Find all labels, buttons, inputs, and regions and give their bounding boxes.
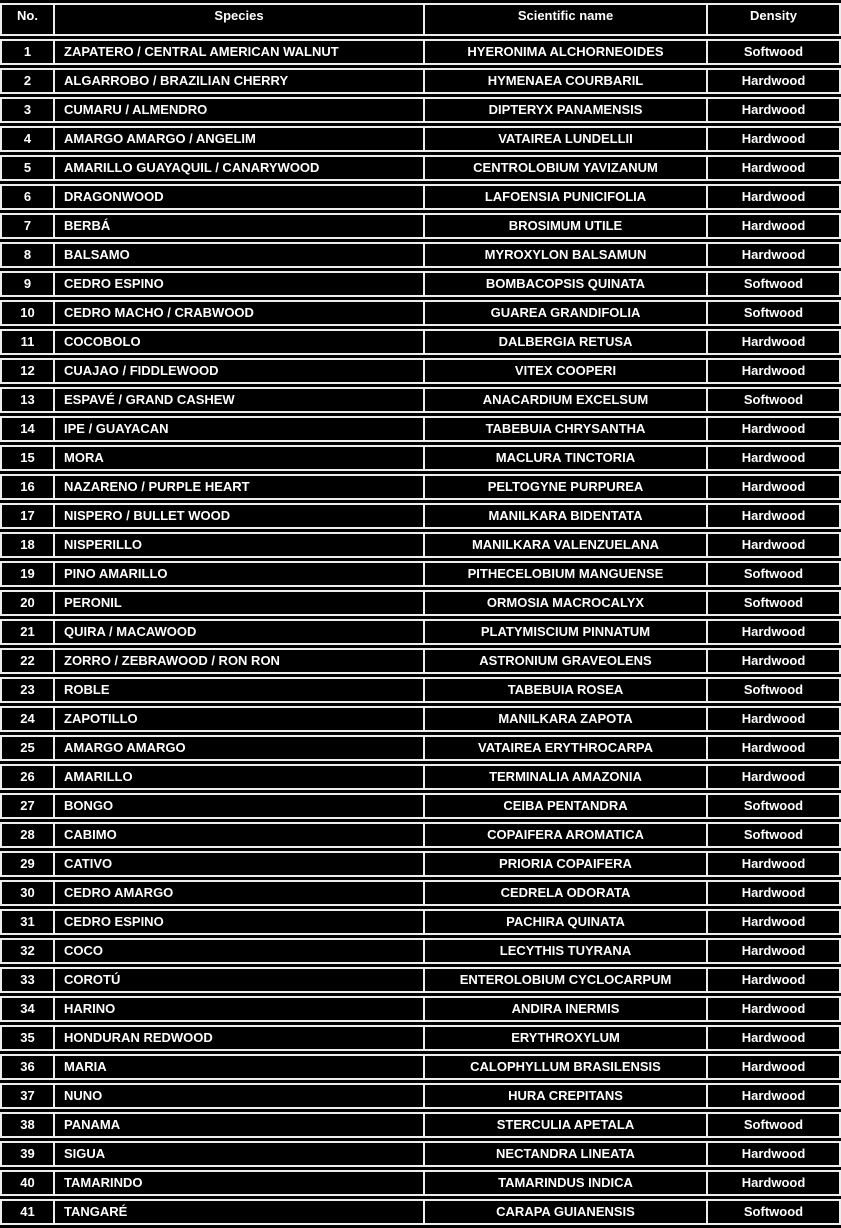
table-row: [0, 880, 841, 906]
density-cell: Softwood: [708, 793, 841, 819]
no-cell: 25: [0, 735, 55, 761]
density-cell: Hardwood: [708, 880, 841, 906]
no-cell: 38: [0, 1112, 55, 1138]
table-row: [0, 793, 841, 819]
scientific-cell: CEDRELA ODORATA: [425, 880, 708, 906]
species-cell: CATIVO: [55, 851, 425, 877]
species-cell: QUIRA / MACAWOOD: [55, 619, 425, 645]
density-cell: Hardwood: [708, 155, 841, 181]
density-cell: Hardwood: [708, 126, 841, 152]
no-cell: 26: [0, 764, 55, 790]
table-row: [0, 213, 841, 239]
scientific-cell: CARAPA GUIANENSIS: [425, 1199, 708, 1225]
scientific-cell: COPAIFERA AROMATICA: [425, 822, 708, 848]
table-row: [0, 851, 841, 877]
density-cell: Hardwood: [708, 851, 841, 877]
table-row: [0, 155, 841, 181]
density-cell: Hardwood: [708, 1170, 841, 1196]
species-cell: COCOBOLO: [55, 329, 425, 355]
no-cell: 10: [0, 300, 55, 326]
table-row: [0, 909, 841, 935]
table-row: [0, 648, 841, 674]
table-row: [0, 735, 841, 761]
table-row: [0, 68, 841, 94]
table-row: [0, 242, 841, 268]
species-cell: ALGARROBO / BRAZILIAN CHERRY: [55, 68, 425, 94]
table-row: [0, 358, 841, 384]
species-cell: ROBLE: [55, 677, 425, 703]
scientific-cell: BOMBACOPSIS QUINATA: [425, 271, 708, 297]
species-cell: CABIMO: [55, 822, 425, 848]
density-cell: Softwood: [708, 561, 841, 587]
table-row: [0, 1083, 841, 1109]
scientific-cell: TAMARINDUS INDICA: [425, 1170, 708, 1196]
table-row: [0, 706, 841, 732]
species-cell: COROTÚ: [55, 967, 425, 993]
column-header-no: No.: [0, 3, 55, 36]
density-cell: Softwood: [708, 300, 841, 326]
scientific-cell: ANDIRA INERMIS: [425, 996, 708, 1022]
no-cell: 35: [0, 1025, 55, 1051]
density-cell: Hardwood: [708, 474, 841, 500]
scientific-cell: MANILKARA ZAPOTA: [425, 706, 708, 732]
species-cell: CUAJAO / FIDDLEWOOD: [55, 358, 425, 384]
density-cell: Softwood: [708, 1112, 841, 1138]
density-cell: Softwood: [708, 271, 841, 297]
species-cell: PERONIL: [55, 590, 425, 616]
scientific-cell: PELTOGYNE PURPUREA: [425, 474, 708, 500]
table-row: [0, 387, 841, 413]
scientific-cell: LECYTHIS TUYRANA: [425, 938, 708, 964]
density-cell: Hardwood: [708, 445, 841, 471]
no-cell: 15: [0, 445, 55, 471]
density-cell: Hardwood: [708, 416, 841, 442]
no-cell: 13: [0, 387, 55, 413]
species-cell: SIGUA: [55, 1141, 425, 1167]
scientific-cell: PITHECELOBIUM MANGUENSE: [425, 561, 708, 587]
table-row: [0, 1199, 841, 1225]
table-row: [0, 967, 841, 993]
species-cell: AMARGO AMARGO / ANGELIM: [55, 126, 425, 152]
scientific-cell: PLATYMISCIUM PINNATUM: [425, 619, 708, 645]
scientific-cell: MANILKARA BIDENTATA: [425, 503, 708, 529]
scientific-cell: TABEBUIA CHRYSANTHA: [425, 416, 708, 442]
table-row: [0, 1170, 841, 1196]
density-cell: Hardwood: [708, 358, 841, 384]
scientific-cell: LAFOENSIA PUNICIFOLIA: [425, 184, 708, 210]
table-row: [0, 938, 841, 964]
no-cell: 27: [0, 793, 55, 819]
no-cell: 9: [0, 271, 55, 297]
table-row: [0, 590, 841, 616]
scientific-cell: PRIORIA COPAIFERA: [425, 851, 708, 877]
density-cell: Hardwood: [708, 735, 841, 761]
scientific-cell: ENTEROLOBIUM CYCLOCARPUM: [425, 967, 708, 993]
species-cell: HARINO: [55, 996, 425, 1022]
species-cell: ZAPOTILLO: [55, 706, 425, 732]
density-cell: Softwood: [708, 590, 841, 616]
no-cell: 41: [0, 1199, 55, 1225]
species-cell: AMARILLO: [55, 764, 425, 790]
species-cell: NISPERILLO: [55, 532, 425, 558]
no-cell: 24: [0, 706, 55, 732]
scientific-cell: CENTROLOBIUM YAVIZANUM: [425, 155, 708, 181]
density-cell: Hardwood: [708, 213, 841, 239]
density-cell: Softwood: [708, 677, 841, 703]
no-cell: 11: [0, 329, 55, 355]
scientific-cell: DIPTERYX PANAMENSIS: [425, 97, 708, 123]
density-cell: Hardwood: [708, 1054, 841, 1080]
no-cell: 20: [0, 590, 55, 616]
no-cell: 2: [0, 68, 55, 94]
no-cell: 31: [0, 909, 55, 935]
species-cell: BALSAMO: [55, 242, 425, 268]
table-row: [0, 1141, 841, 1167]
scientific-cell: MANILKARA VALENZUELANA: [425, 532, 708, 558]
species-cell: NISPERO / BULLET WOOD: [55, 503, 425, 529]
scientific-cell: CALOPHYLLUM BRASILENSIS: [425, 1054, 708, 1080]
no-cell: 3: [0, 97, 55, 123]
table-row: [0, 764, 841, 790]
table-row: [0, 677, 841, 703]
density-cell: Hardwood: [708, 184, 841, 210]
density-cell: Hardwood: [708, 938, 841, 964]
species-cell: CEDRO ESPINO: [55, 271, 425, 297]
density-cell: Hardwood: [708, 967, 841, 993]
scientific-cell: HYMENAEA COURBARIL: [425, 68, 708, 94]
no-cell: 28: [0, 822, 55, 848]
density-cell: Softwood: [708, 822, 841, 848]
density-cell: Hardwood: [708, 764, 841, 790]
scientific-cell: TABEBUIA ROSEA: [425, 677, 708, 703]
table-row: [0, 39, 841, 65]
table-row: [0, 126, 841, 152]
scientific-cell: ASTRONIUM GRAVEOLENS: [425, 648, 708, 674]
table-body: [0, 39, 841, 1225]
column-header-scientific-name: Scientific name: [425, 3, 708, 36]
no-cell: 39: [0, 1141, 55, 1167]
scientific-cell: DALBERGIA RETUSA: [425, 329, 708, 355]
scientific-cell: GUAREA GRANDIFOLIA: [425, 300, 708, 326]
no-cell: 21: [0, 619, 55, 645]
no-cell: 17: [0, 503, 55, 529]
no-cell: 1: [0, 39, 55, 65]
density-cell: Softwood: [708, 1199, 841, 1225]
table-row: [0, 532, 841, 558]
species-cell: CEDRO AMARGO: [55, 880, 425, 906]
density-cell: Hardwood: [708, 329, 841, 355]
table-row: [0, 503, 841, 529]
density-cell: Hardwood: [708, 648, 841, 674]
table-row: [0, 300, 841, 326]
table-row: [0, 416, 841, 442]
species-cell: ZAPATERO / CENTRAL AMERICAN WALNUT: [55, 39, 425, 65]
species-cell: AMARILLO GUAYAQUIL / CANARYWOOD: [55, 155, 425, 181]
scientific-cell: TERMINALIA AMAZONIA: [425, 764, 708, 790]
no-cell: 34: [0, 996, 55, 1022]
column-header-density: Density: [708, 3, 841, 36]
table-row: [0, 474, 841, 500]
scientific-cell: VATAIREA ERYTHROCARPA: [425, 735, 708, 761]
density-cell: Hardwood: [708, 1083, 841, 1109]
no-cell: 36: [0, 1054, 55, 1080]
table-row: [0, 822, 841, 848]
no-cell: 19: [0, 561, 55, 587]
species-cell: TAMARINDO: [55, 1170, 425, 1196]
no-cell: 23: [0, 677, 55, 703]
table-row: [0, 561, 841, 587]
header-row: [0, 3, 841, 36]
density-cell: Hardwood: [708, 1025, 841, 1051]
species-cell: COCO: [55, 938, 425, 964]
density-cell: Hardwood: [708, 619, 841, 645]
density-cell: Hardwood: [708, 909, 841, 935]
species-cell: NUNO: [55, 1083, 425, 1109]
species-cell: MORA: [55, 445, 425, 471]
no-cell: 30: [0, 880, 55, 906]
no-cell: 8: [0, 242, 55, 268]
no-cell: 29: [0, 851, 55, 877]
scientific-cell: STERCULIA APETALA: [425, 1112, 708, 1138]
density-cell: Hardwood: [708, 996, 841, 1022]
table-row: [0, 1025, 841, 1051]
no-cell: 18: [0, 532, 55, 558]
species-cell: CEDRO ESPINO: [55, 909, 425, 935]
no-cell: 16: [0, 474, 55, 500]
no-cell: 40: [0, 1170, 55, 1196]
species-cell: DRAGONWOOD: [55, 184, 425, 210]
no-cell: 33: [0, 967, 55, 993]
species-cell: ESPAVÉ / GRAND CASHEW: [55, 387, 425, 413]
no-cell: 14: [0, 416, 55, 442]
species-cell: CEDRO MACHO / CRABWOOD: [55, 300, 425, 326]
density-cell: Hardwood: [708, 68, 841, 94]
species-cell: AMARGO AMARGO: [55, 735, 425, 761]
species-cell: HONDURAN REDWOOD: [55, 1025, 425, 1051]
no-cell: 37: [0, 1083, 55, 1109]
density-cell: Hardwood: [708, 706, 841, 732]
scientific-cell: VITEX COOPERI: [425, 358, 708, 384]
column-header-species: Species: [55, 3, 425, 36]
species-cell: NAZARENO / PURPLE HEART: [55, 474, 425, 500]
species-cell: TANGARÉ: [55, 1199, 425, 1225]
density-cell: Hardwood: [708, 532, 841, 558]
scientific-cell: MACLURA TINCTORIA: [425, 445, 708, 471]
table-row: [0, 996, 841, 1022]
species-cell: BERBÁ: [55, 213, 425, 239]
scientific-cell: MYROXYLON BALSAMUN: [425, 242, 708, 268]
table-row: [0, 1112, 841, 1138]
species-cell: MARIA: [55, 1054, 425, 1080]
table-row: [0, 184, 841, 210]
species-cell: PINO AMARILLO: [55, 561, 425, 587]
scientific-cell: PACHIRA QUINATA: [425, 909, 708, 935]
species-cell: IPE / GUAYACAN: [55, 416, 425, 442]
species-cell: BONGO: [55, 793, 425, 819]
table-row: [0, 97, 841, 123]
density-cell: Hardwood: [708, 97, 841, 123]
scientific-cell: ORMOSIA MACROCALYX: [425, 590, 708, 616]
density-cell: Softwood: [708, 387, 841, 413]
species-cell: CUMARU / ALMENDRO: [55, 97, 425, 123]
table-row: [0, 271, 841, 297]
scientific-cell: ANACARDIUM EXCELSUM: [425, 387, 708, 413]
no-cell: 5: [0, 155, 55, 181]
no-cell: 22: [0, 648, 55, 674]
no-cell: 12: [0, 358, 55, 384]
no-cell: 4: [0, 126, 55, 152]
scientific-cell: ERYTHROXYLUM: [425, 1025, 708, 1051]
no-cell: 7: [0, 213, 55, 239]
scientific-cell: HYERONIMA ALCHORNEOIDES: [425, 39, 708, 65]
density-cell: Hardwood: [708, 242, 841, 268]
scientific-cell: BROSIMUM UTILE: [425, 213, 708, 239]
table-row: [0, 1054, 841, 1080]
species-cell: PANAMA: [55, 1112, 425, 1138]
scientific-cell: NECTANDRA LINEATA: [425, 1141, 708, 1167]
table-row: [0, 619, 841, 645]
no-cell: 6: [0, 184, 55, 210]
species-cell: ZORRO / ZEBRAWOOD / RON RON: [55, 648, 425, 674]
density-cell: Softwood: [708, 39, 841, 65]
density-cell: Hardwood: [708, 503, 841, 529]
scientific-cell: HURA CREPITANS: [425, 1083, 708, 1109]
no-cell: 32: [0, 938, 55, 964]
density-cell: Hardwood: [708, 1141, 841, 1167]
table-row: [0, 445, 841, 471]
scientific-cell: CEIBA PENTANDRA: [425, 793, 708, 819]
scientific-cell: VATAIREA LUNDELLII: [425, 126, 708, 152]
table-row: [0, 329, 841, 355]
